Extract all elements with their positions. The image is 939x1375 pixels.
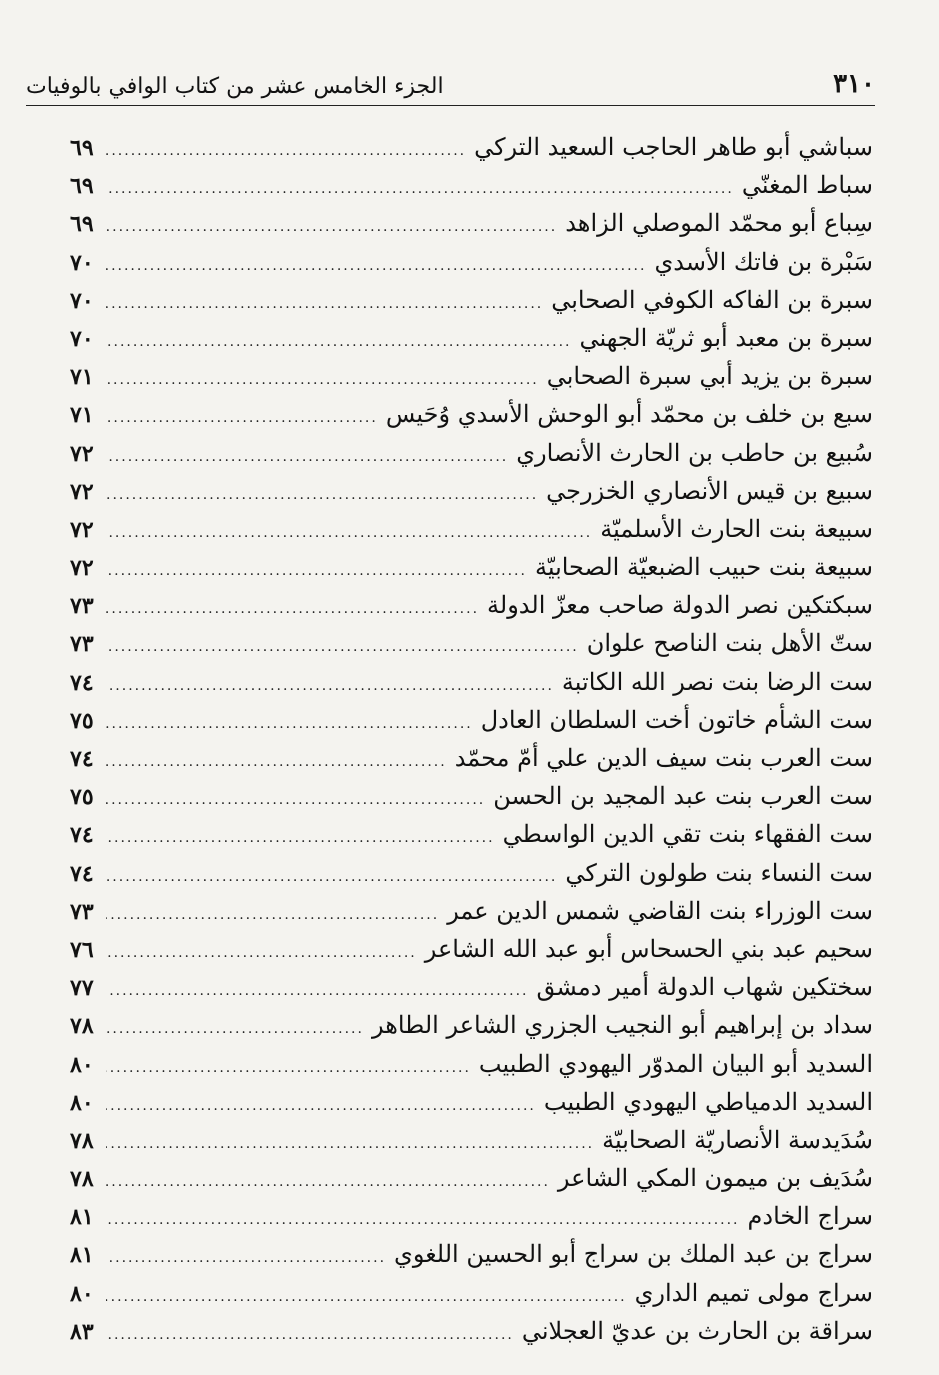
entry-page-number: ٧٤: [70, 860, 94, 887]
index-entry: [70, 548, 873, 586]
entry-name: سَبْرة بن فاتك الأسدي: [654, 247, 873, 276]
index-entry: [70, 739, 873, 777]
entry-name: ست الوزراء بنت القاضي شمس الدين عمر: [447, 896, 873, 925]
dot-leader: [106, 323, 571, 361]
index-entry: [70, 1045, 873, 1083]
index-entry: [70, 243, 873, 281]
index-entry: [70, 1312, 873, 1350]
entry-name: سداد بن إبراهيم أبو النجيب الجزري الشاعر الطاهر: [371, 1011, 873, 1040]
entry-page-number: ٧٠: [70, 325, 94, 352]
page-number: ٣١٠: [833, 69, 875, 99]
dot-leader: [106, 1049, 471, 1087]
dot-leader: [106, 132, 466, 170]
dot-leader: [106, 896, 439, 934]
entry-name: السديد الدمياطي اليهودي الطبيب: [543, 1087, 873, 1116]
entry-page-number: ٧٤: [70, 669, 94, 696]
index-entry: [70, 854, 873, 892]
entry-name: سحيم عبد بني الحسحاس أبو عبد الله الشاعر: [424, 934, 873, 963]
dot-leader: [106, 972, 528, 1010]
index-entry: [70, 128, 873, 166]
dot-leader: [106, 705, 473, 743]
entry-page-number: ٧٨: [70, 1166, 94, 1193]
dot-leader: [106, 170, 734, 208]
entry-page-number: ٨٠: [70, 1280, 94, 1307]
index-entry: [70, 701, 873, 739]
entry-page-number: ٨١: [70, 1204, 94, 1231]
dot-leader: [106, 1125, 594, 1163]
entry-page-number: ٧٢: [70, 440, 94, 467]
index-entry: [70, 472, 873, 510]
entry-page-number: ٧٣: [70, 593, 94, 620]
index-entry: [70, 1235, 873, 1273]
entry-page-number: ٧٤: [70, 746, 94, 772]
index-entry: [70, 1121, 873, 1159]
index-entry: [70, 510, 873, 548]
entry-name: ست النساء بنت طولون التركي: [565, 858, 873, 887]
entry-name: سراج بن عبد الملك بن سراج أبو الحسين اللغوي: [394, 1240, 873, 1269]
dot-leader: [106, 934, 417, 972]
entry-page-number: ٧٥: [70, 707, 94, 734]
dot-leader: [106, 1201, 740, 1239]
entry-name: ست الفقهاء بنت تقي الدين الواسطي: [502, 820, 873, 849]
page-header: [26, 62, 875, 106]
dot-leader: [106, 285, 543, 323]
entry-page-number: ٨٠: [70, 1051, 94, 1078]
entry-page-number: ٦٩: [70, 173, 94, 200]
index-entry: [70, 434, 873, 472]
entry-name: السديد أبو البيان المدوّر اليهودي الطبيب: [478, 1049, 873, 1078]
entry-page-number: ٧٨: [70, 1013, 94, 1040]
entry-page-number: ٧٢: [70, 555, 94, 582]
entry-name: سبرة بن الفاكه الكوفي الصحابي: [551, 285, 873, 314]
entry-name: سبيعة بنت حبيب الضبعيّة الصحابيّة: [534, 553, 873, 582]
entry-page-number: ٧٢: [70, 478, 94, 505]
dot-leader: [106, 590, 479, 628]
entry-page-number: ٧٦: [70, 936, 94, 963]
dot-leader: [106, 1239, 386, 1277]
entry-page-number: ٧٢: [70, 516, 94, 543]
dot-leader: [106, 247, 646, 285]
entry-page-number: ٧١: [70, 364, 94, 391]
index-entry: [70, 166, 873, 204]
dot-leader: [106, 1087, 536, 1125]
dot-leader: [106, 514, 592, 552]
dot-leader: [106, 399, 378, 437]
index-entry: [70, 1159, 873, 1197]
dot-leader: [106, 438, 508, 476]
dot-leader: [106, 361, 539, 399]
index-entry: [70, 395, 873, 433]
index-entry: [70, 586, 873, 624]
entry-name: ست العرب بنت عبد المجيد بن الحسن: [493, 782, 873, 811]
index-entry: [70, 624, 873, 662]
entry-page-number: ٧٣: [70, 631, 94, 658]
dot-leader: [106, 476, 538, 514]
entry-page-number: ٧٧: [70, 975, 94, 1002]
entry-name: سبع بن خلف بن محمّد أبو الوحش الأسدي وُحَيس: [385, 400, 873, 429]
entry-name: سُدَيف بن ميمون المكي الشاعر: [557, 1164, 873, 1193]
dot-leader: [106, 1278, 627, 1316]
entry-name: سبرة بن يزيد أبي سبرة الصحابي: [546, 362, 873, 391]
index-entry: [70, 777, 873, 815]
index-entry: [70, 357, 873, 395]
dot-leader: [106, 667, 554, 705]
entry-name: سُدَيدسة الأنصاريّة الصحابيّة: [602, 1125, 873, 1154]
dot-leader: [106, 819, 495, 857]
entry-page-number: ٧٨: [70, 1127, 94, 1154]
dot-leader: [106, 1163, 550, 1201]
index-entry: [70, 1274, 873, 1312]
entry-name: سراج مولى تميم الداري: [634, 1278, 873, 1307]
dot-leader: [106, 858, 557, 896]
index-entry: [70, 1006, 873, 1044]
book-title: الجزء الخامس عشر من كتاب الوافي بالوفيات: [26, 74, 444, 99]
entry-page-number: ٦٩: [70, 135, 94, 161]
dot-leader: [106, 781, 485, 819]
dot-leader: [106, 552, 527, 590]
entry-name: سُبيع بن حاطب بن الحارث الأنصاري: [516, 438, 873, 467]
entry-name: سراقة بن الحارث بن عديّ العجلاني: [521, 1316, 873, 1345]
entry-page-number: ٨٠: [70, 1089, 94, 1116]
index-entry: [70, 968, 873, 1006]
dot-leader: [106, 743, 447, 781]
index-entry: [70, 663, 873, 701]
entry-name: ست الرضا بنت نصر الله الكاتبة: [561, 667, 873, 696]
entry-name: سبيع بن قيس الأنصاري الخزرجي: [546, 476, 873, 505]
index-entry: [70, 319, 873, 357]
entry-page-number: ٧١: [70, 402, 94, 429]
entry-name: سباشي أبو طاهر الحاجب السعيد التركي: [474, 133, 873, 161]
index-entry: [70, 1083, 873, 1121]
entry-name: ست العرب بنت سيف الدين علي أمّ محمّد: [454, 744, 873, 772]
index-entry: [70, 892, 873, 930]
index-entry: [70, 1197, 873, 1235]
entry-page-number: ٨٣: [70, 1318, 94, 1345]
entry-name: سِباع أبو محمّد الموصلي الزاهد: [565, 209, 873, 238]
index-entry: [70, 815, 873, 853]
index-entry: [70, 281, 873, 319]
entry-name: سباط المغنّي: [741, 171, 873, 200]
entry-name: سراج الخادم: [747, 1202, 873, 1231]
dot-leader: [106, 628, 579, 666]
dot-leader: [106, 1010, 364, 1048]
entry-page-number: ٧٥: [70, 784, 94, 811]
entry-name: ستّ الأهل بنت الناصح علوان: [586, 629, 873, 658]
dot-leader: [106, 208, 557, 246]
entry-page-number: ٦٩: [70, 211, 94, 238]
dot-leader: [106, 1316, 514, 1354]
entry-page-number: ٨١: [70, 1242, 94, 1269]
index-list: [70, 128, 873, 1350]
entry-name: سبرة بن معبد أبو ثريّة الجهني: [579, 323, 873, 352]
entry-name: سبيعة بنت الحارث الأسلميّة: [600, 514, 873, 543]
entry-page-number: ٧٠: [70, 287, 94, 314]
entry-name: سبكتكين نصر الدولة صاحب معزّ الدولة: [487, 591, 873, 620]
entry-page-number: ٧٣: [70, 898, 94, 925]
entry-page-number: ٧٤: [70, 822, 94, 849]
entry-name: سختكين شهاب الدولة أمير دمشق: [536, 973, 873, 1002]
entry-name: ست الشأم خاتون أخت السلطان العادل: [480, 705, 873, 734]
index-entry: [70, 204, 873, 242]
index-entry: [70, 930, 873, 968]
entry-page-number: ٧٠: [70, 249, 94, 276]
